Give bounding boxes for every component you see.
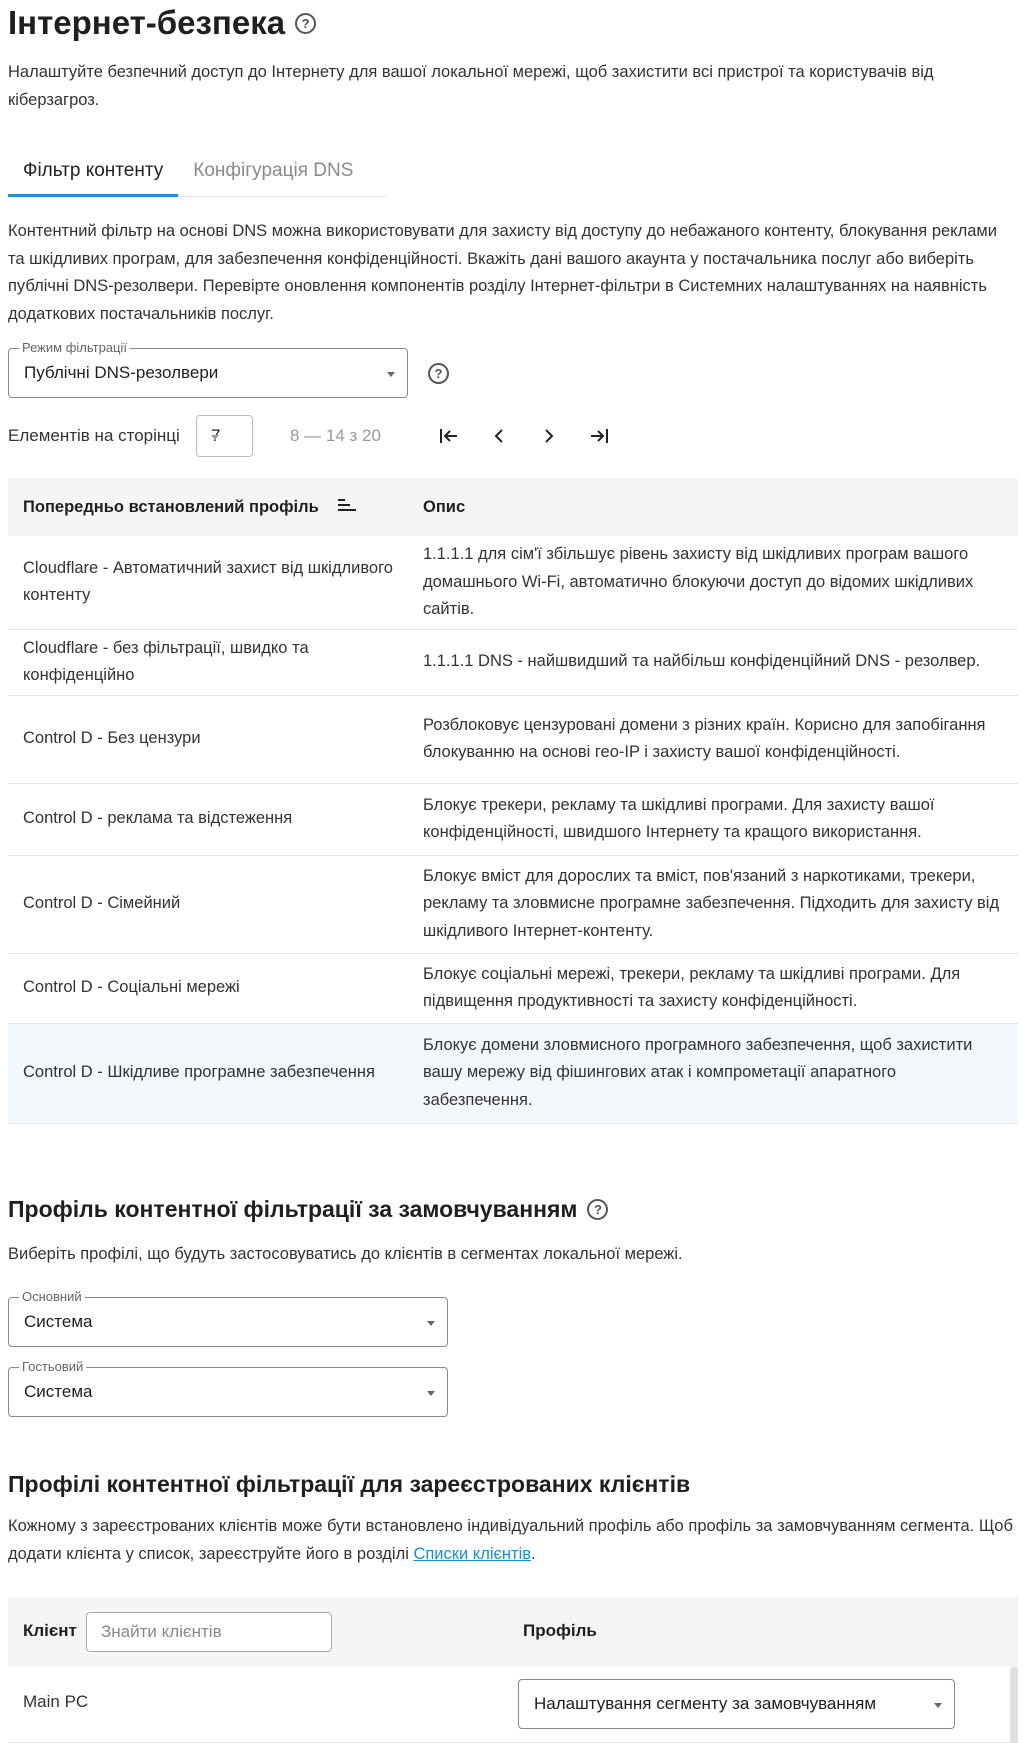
- table-row: [8, 1667, 1018, 1743]
- table-row[interactable]: [8, 855, 1018, 953]
- column-header-profile: Профіль: [523, 1621, 597, 1640]
- table-row[interactable]: [8, 629, 1018, 695]
- chevron-down-icon: [934, 1703, 942, 1708]
- filter-mode-select[interactable]: [8, 340, 408, 398]
- column-header-client: Клієнт: [23, 1621, 77, 1640]
- table-row[interactable]: [8, 783, 1018, 855]
- content-filter-description: Контентний фільтр на основі DNS можна використовувати для захисту від доступу до небажаного контенту, блокування реклами та шкідливих програм, для забезпечення конфіденційності. Вкажіть дані вашого акаунта у постачальника послуг або виберіть публічні DNS-резолвери. Перевірте оновлення компонентів розділу Інтернет-фільтри в Системних налаштуваннях на наявність додаткових постачальників послуг.: [8, 222, 997, 323]
- tab-bar: [8, 150, 386, 197]
- profile-description: Блокує трекери, рекламу та шкідливі програми. Для захисту вашої конфіденційності, швидшого Інтернету та кращого використання.: [408, 783, 1018, 855]
- default-profile-subtitle: Виберіть профілі, що будуть застосовуватись до клієнтів в сегментах локальної мережі.: [8, 1245, 683, 1263]
- first-page-icon: [439, 428, 459, 444]
- profile-name: Control D - Без цензури: [8, 695, 408, 783]
- page-intro: Налаштуйте безпечний доступ до Інтернету для вашої локальної мережі, щоб захистити всі пристрої та користувачів від кіберзагроз.: [8, 63, 934, 109]
- filter-mode-value: Публічні DNS-резолвери: [24, 363, 219, 382]
- client-search-input[interactable]: [86, 1612, 332, 1652]
- client-lists-link[interactable]: Списки клієнтів: [413, 1545, 532, 1563]
- guest-segment-value: Система: [24, 1382, 93, 1401]
- sort-icon[interactable]: [337, 497, 357, 518]
- help-icon[interactable]: ?: [295, 13, 316, 34]
- last-page-button[interactable]: [582, 419, 616, 453]
- profile-description: Блокує вміст для дорослих та вміст, пов'язаний з наркотиками, трекери, рекламу та зловмисне програмне забезпечення. Підходить для захисту від шкідливого Інтернет-контенту.: [408, 855, 1018, 953]
- last-page-icon: [589, 428, 609, 444]
- main-segment-select[interactable]: [8, 1289, 448, 1347]
- first-page-button[interactable]: [432, 419, 466, 453]
- table-row[interactable]: [8, 536, 1018, 629]
- chevron-down-icon: [211, 435, 219, 440]
- main-segment-label: Основний: [19, 1289, 85, 1305]
- table-row[interactable]: [8, 953, 1018, 1023]
- profile-name: Cloudflare - Автоматичний захист від шкідливого контенту: [8, 536, 408, 629]
- profile-description: Блокує соціальні мережі, трекери, рекламу та шкідливі програми. Для підвищення продуктивності та захисту конфіденційності.: [408, 953, 1018, 1023]
- column-header-description: Опис: [408, 478, 1018, 536]
- main-segment-value: Система: [24, 1312, 93, 1331]
- chevron-down-icon: [427, 1321, 435, 1326]
- per-page-select[interactable]: [196, 415, 253, 457]
- help-icon[interactable]: ?: [587, 1199, 608, 1220]
- default-profile-title: Профіль контентної фільтрації за замовчуванням ?: [8, 1196, 608, 1223]
- filter-mode-label: Режим фільтрації: [19, 340, 130, 356]
- client-profile-value: Налаштування сегменту за замовчуванням: [534, 1694, 877, 1713]
- profile-name: Cloudflare - без фільтрації, швидко та конфіденційно: [8, 629, 408, 695]
- guest-segment-label: Гостьовий: [19, 1359, 86, 1375]
- table-header-row: [8, 478, 1018, 536]
- registered-clients-subtitle: Кожному з зареєстрованих клієнтів може бути встановлено індивідуальний профіль або профіль за замовчуванням сегмента. Щоб додати клієнта у список, зареєструйте його в розділі Списки клієнтів.: [8, 1517, 1013, 1563]
- chevron-left-icon: [492, 428, 506, 444]
- page-range: 8 — 14 з 20: [290, 426, 381, 445]
- table-row[interactable]: [8, 1023, 1018, 1123]
- guest-segment-select[interactable]: [8, 1359, 448, 1417]
- profile-name: Control D - Шкідливе програмне забезпечення: [8, 1023, 408, 1123]
- page-title-text: Інтернет-безпека: [8, 4, 286, 41]
- profile-description: 1.1.1.1 для сім'ї збільшує рівень захисту від шкідливих програм вашого домашнього Wi-Fi, автоматично блокуючи доступ до відомих шкідливих сайтів.: [408, 536, 1018, 629]
- per-page-label: Елементів на сторінці: [8, 426, 180, 445]
- profile-description: Розблоковує цензуровані домени з різних країн. Корисно для запобігання блокуванню на основі гео-IP і захисту вашої конфіденційності.: [408, 695, 1018, 783]
- registered-clients-title: Профілі контентної фільтрації для зареєстрованих клієнтів: [8, 1471, 691, 1497]
- tab-content-filter[interactable]: Фільтр контенту: [8, 150, 178, 197]
- scrollbar[interactable]: [1010, 1667, 1018, 1743]
- page-title: [8, 4, 316, 42]
- pagination: [8, 415, 608, 457]
- client-name: Main PC: [23, 1692, 89, 1711]
- next-page-button[interactable]: [532, 419, 566, 453]
- per-page-value: 7: [211, 426, 221, 445]
- profile-description: Блокує домени зловмисного програмного забезпечення, щоб захистити вашу мережу від фішингових атак і компрометації апаратного забезпечення.: [408, 1023, 1018, 1123]
- profile-description: 1.1.1.1 DNS - найшвидший та найбільш конфіденційний DNS - резолвер.: [408, 629, 1018, 695]
- profile-name: Control D - реклама та відстеження: [8, 783, 408, 855]
- column-header-profile[interactable]: Попередньо встановлений профіль: [8, 478, 408, 536]
- client-profile-select[interactable]: [518, 1679, 955, 1729]
- prev-page-button[interactable]: [482, 419, 516, 453]
- profile-name: Control D - Соціальні мережі: [8, 953, 408, 1023]
- chevron-right-icon: [542, 428, 556, 444]
- chevron-down-icon: [387, 372, 395, 377]
- profiles-table: [8, 478, 1018, 1124]
- table-row[interactable]: [8, 695, 1018, 783]
- tab-dns-config[interactable]: Конфігурація DNS: [193, 160, 354, 181]
- clients-table-header: [8, 1597, 1018, 1667]
- profile-name: Control D - Сімейний: [8, 855, 408, 953]
- chevron-down-icon: [427, 1391, 435, 1396]
- filter-mode-help-icon[interactable]: ?: [428, 363, 449, 384]
